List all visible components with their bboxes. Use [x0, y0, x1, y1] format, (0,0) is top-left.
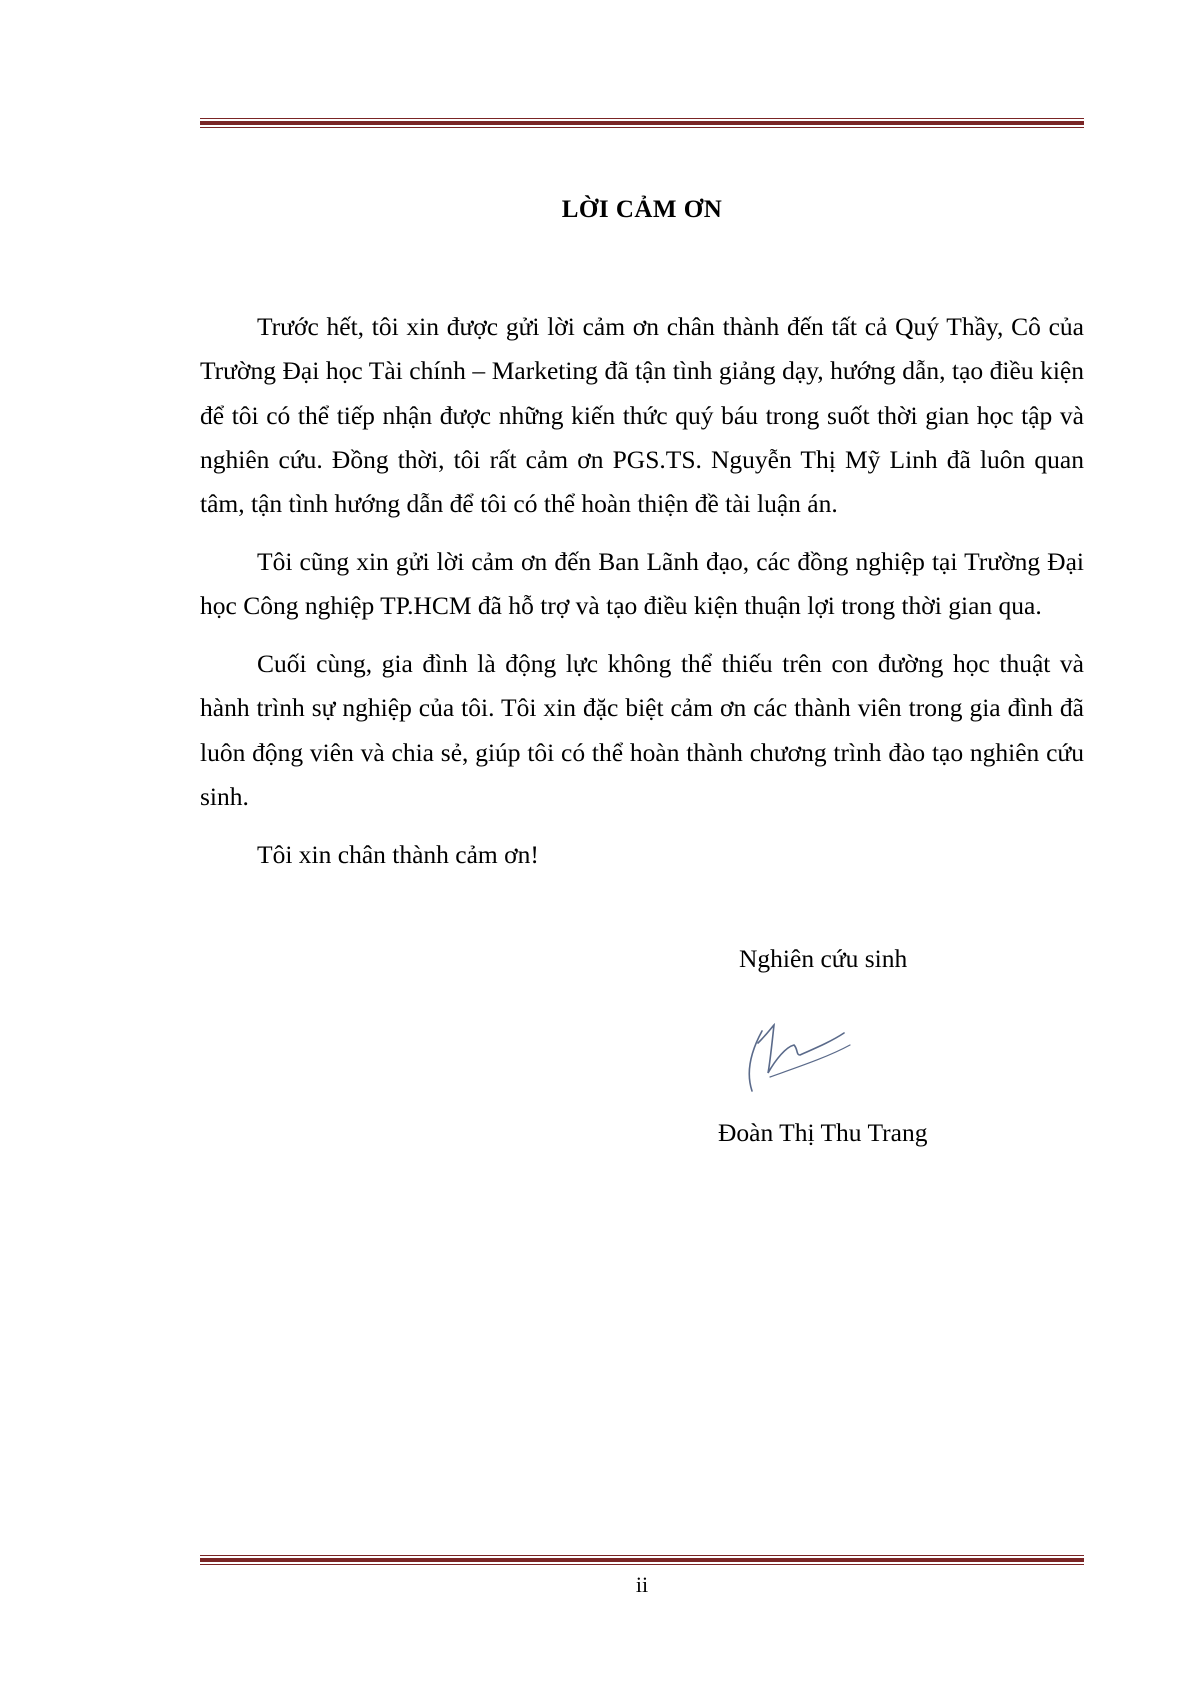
- paragraph: Tôi cũng xin gửi lời cảm ơn đến Ban Lãnh đạo, các đồng nghiệp tại Trường Đại học Công nghiệp TP.HCM đã hỗ trợ và tạo điều kiện thuận lợi trong thời gian qua.: [200, 546, 1084, 621]
- signer-label: Nghiên cứu sinh: [739, 944, 908, 973]
- page-title: LỜI CẢM ƠN: [561, 196, 723, 223]
- signer-name: Đoàn Thị Thu Trang: [718, 1118, 928, 1147]
- header-rule: [200, 118, 1084, 128]
- closing-line: Tôi xin chân thành cảm ơn!: [257, 839, 539, 869]
- acknowledgement-body: [200, 305, 1084, 891]
- paragraph: Trước hết, tôi xin được gửi lời cảm ơn chân thành đến tất cả Quý Thầy, Cô của Trường Đại học Tài chính – Marketing đã tận tình giảng dạy, hướng dẫn, tạo điều kiện để tôi có thể tiếp nhận được những kiến thức quý báu trong suốt thời gian học tập và nghiên cứu. Đồng thời, tôi rất cảm ơn PGS.TS. Nguyễn Thị Mỹ Linh đã luôn quan tâm, tận tình hướng dẫn để tôi có thể hoàn thiện đề tài luận án.: [200, 312, 1084, 519]
- paragraph: Cuối cùng, gia đình là động lực không thể thiếu trên con đường học thuật và hành trình sự nghiệp của tôi. Tôi xin đặc biệt cảm ơn các thành viên trong gia đình đã luôn động viên và chia sẻ, giúp tôi có thể hoàn thành chương trình đào tạo nghiên cứu sinh.: [200, 649, 1084, 811]
- footer-rule: [200, 1555, 1084, 1565]
- signature-image: [728, 1003, 928, 1103]
- page-number: ii: [635, 1572, 649, 1597]
